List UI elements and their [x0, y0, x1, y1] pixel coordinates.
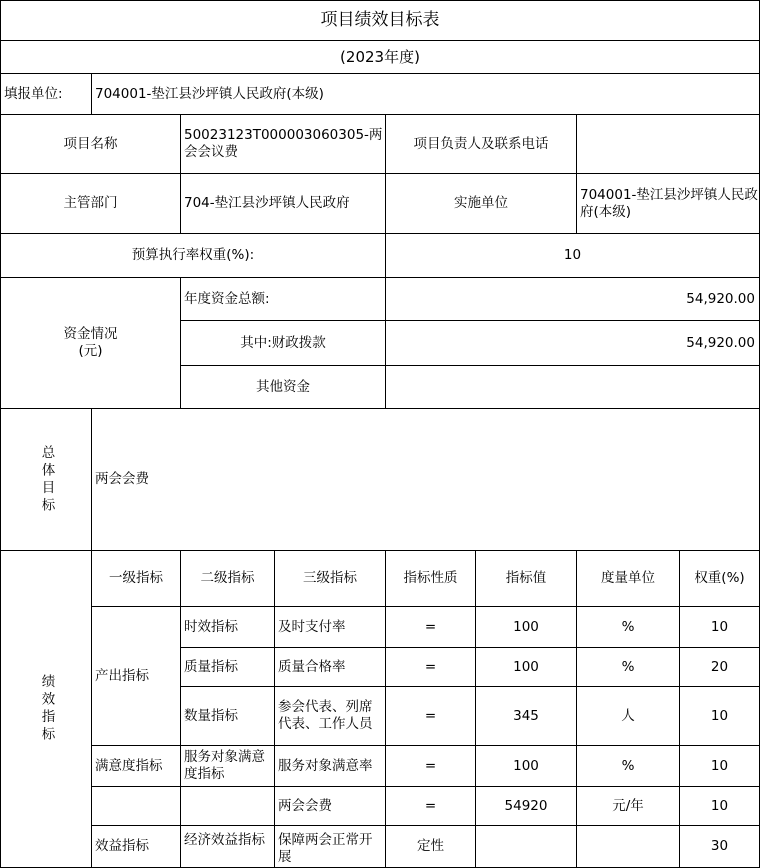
table-row: = [385, 686, 476, 746]
table-row: 两会会费 [274, 786, 386, 826]
funds-fiscal-value: 54,920.00 [385, 320, 760, 366]
unit-label: 填报单位: [0, 73, 92, 115]
weight-value: 10 [385, 233, 760, 278]
funds-fiscal-label: 其中:财政拨款 [180, 320, 386, 366]
table-row: = [385, 647, 476, 687]
header-level3: 三级指标 [274, 550, 386, 607]
impl-value: 704001-垫江县沙坪镇人民政府(本级) [576, 173, 760, 234]
level1-output: 产出指标 [91, 606, 181, 746]
table-row: 人 [576, 686, 680, 746]
funds-label: 资金情况 (元) [0, 277, 181, 409]
table-row: 经济效益指标 [180, 825, 275, 868]
level1-satisfaction: 满意度指标 [91, 745, 181, 787]
table-row: 345 [475, 686, 577, 746]
table-row: 100 [475, 647, 577, 687]
table-row: 10 [679, 686, 760, 746]
dept-value: 704-垫江县沙坪镇人民政府 [180, 173, 386, 234]
table-row: % [576, 745, 680, 787]
table-row: 质量指标 [180, 647, 275, 687]
table-row [180, 786, 275, 826]
project-name-label: 项目名称 [0, 114, 181, 174]
table-row: = [385, 786, 476, 826]
funds-other-value [385, 365, 760, 409]
table-row: 54920 [475, 786, 577, 826]
goal-value: 两会会费 [91, 408, 760, 551]
unit-value: 704001-垫江县沙坪镇人民政府(本级) [91, 73, 760, 115]
header-unit: 度量单位 [576, 550, 680, 607]
level1-benefit: 效益指标 [91, 825, 181, 868]
table-row: 数量指标 [180, 686, 275, 746]
impl-label: 实施单位 [385, 173, 577, 234]
weight-label: 预算执行率权重(%): [0, 233, 386, 278]
contact-value [576, 114, 760, 174]
table-year: (2023年度) [0, 40, 760, 74]
header-level2: 二级指标 [180, 550, 275, 607]
table-row: 保障两会正常开展 [274, 825, 386, 868]
header-weight: 权重(%) [679, 550, 760, 607]
table-row: 服务对象满意度指标 [180, 745, 275, 787]
project-name-value: 50023123T000003060305-两会会议费 [180, 114, 386, 174]
table-row: 时效指标 [180, 606, 275, 648]
table-row: 100 [475, 745, 577, 787]
dept-label: 主管部门 [0, 173, 181, 234]
funds-total-label: 年度资金总额: [180, 277, 386, 321]
table-row: 质量合格率 [274, 647, 386, 687]
table-row [576, 825, 680, 868]
table-row: = [385, 745, 476, 787]
level1-empty [91, 786, 181, 826]
table-row: % [576, 647, 680, 687]
table-row: 10 [679, 606, 760, 648]
header-nature: 指标性质 [385, 550, 476, 607]
table-row [475, 825, 577, 868]
funds-other-label: 其他资金 [180, 365, 386, 409]
table-row: 参会代表、列席代表、工作人员 [274, 686, 386, 746]
table-row: 10 [679, 745, 760, 787]
table-row: 30 [679, 825, 760, 868]
table-row: 及时支付率 [274, 606, 386, 648]
table-row: 定性 [385, 825, 476, 868]
table-row: % [576, 606, 680, 648]
table-row: 10 [679, 786, 760, 826]
funds-total-value: 54,920.00 [385, 277, 760, 321]
header-level1: 一级指标 [91, 550, 181, 607]
table-row: 20 [679, 647, 760, 687]
table-row: 服务对象满意率 [274, 745, 386, 787]
header-value: 指标值 [475, 550, 577, 607]
table-row: 100 [475, 606, 577, 648]
table-row: 元/年 [576, 786, 680, 826]
table-row: = [385, 606, 476, 648]
table-title: 项目绩效目标表 [0, 0, 760, 41]
indicators-label: 绩效指标 [0, 550, 92, 868]
contact-label: 项目负责人及联系电话 [385, 114, 577, 174]
goal-label: 总体目标 [0, 408, 92, 551]
